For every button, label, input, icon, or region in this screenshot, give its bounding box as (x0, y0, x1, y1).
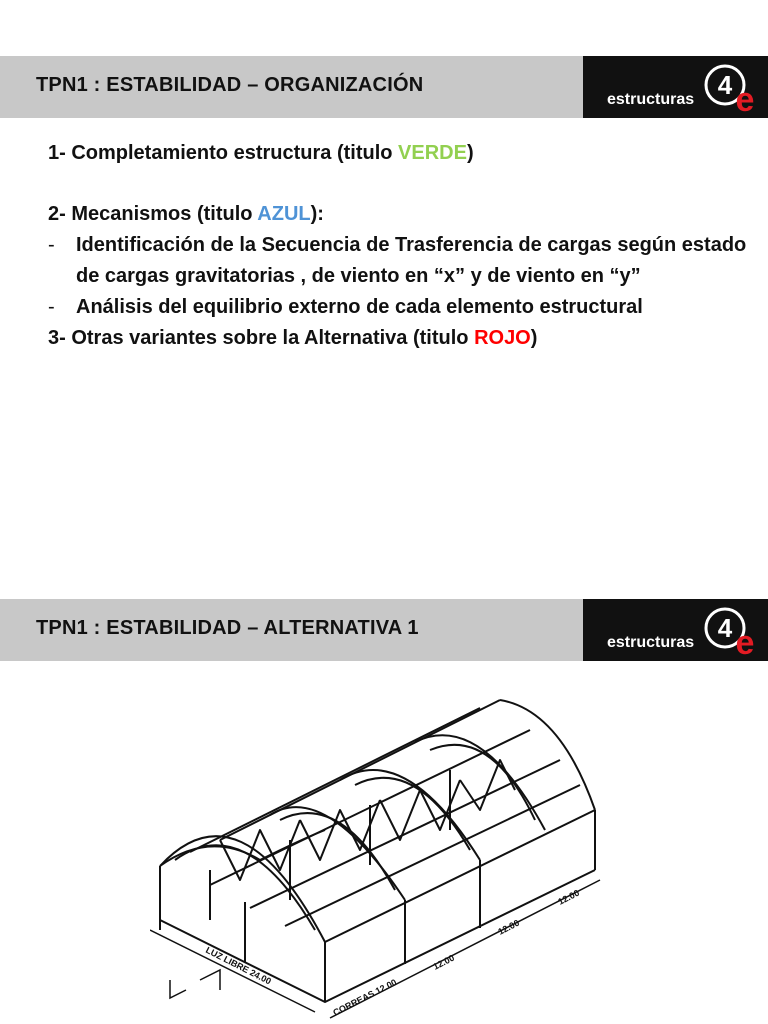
bullet-item: - Identificación de la Secuencia de Trasferencia de cargas según estado de cargas gravitatorias , de viento en “x” y de viento en “y” (48, 234, 747, 287)
svg-text:4: 4 (717, 70, 733, 100)
svg-text:e: e (735, 624, 755, 658)
header-title: TPN1 : ESTABILIDAD – ORGANIZACIÓN (36, 74, 424, 96)
slide-header (0, 599, 768, 661)
dim-bay-4: 12.00 (556, 887, 581, 907)
svg-text:e: e (735, 81, 755, 115)
color-word-blue: AZUL (257, 203, 311, 225)
item-2: 2- Mecanismos (titulo AZUL): (48, 203, 324, 225)
slide-alternativa (0, 560, 768, 1024)
logo-text: estructuras (607, 634, 695, 651)
color-word-green: VERDE (398, 142, 467, 164)
dim-bay-1: CORREAS 12.00 (331, 977, 399, 1018)
logo-4e-icon (701, 604, 761, 658)
dim-bay-2: 12.00 (431, 952, 456, 972)
content-list (48, 138, 748, 384)
item-1: 1- Completamiento estructura (titulo VERDE) (48, 142, 474, 164)
item-3: 3- Otras variantes sobre la Alternativa (titulo ROJO) (48, 327, 538, 349)
svg-text:4: 4 (717, 613, 733, 643)
structure-isometric-drawing (150, 680, 620, 1020)
header-title: TPN1 : ESTABILIDAD – ALTERNATIVA 1 (36, 617, 419, 639)
brand-logo (583, 56, 768, 118)
brand-logo (583, 599, 768, 661)
bullet-item: - Análisis del equilibrio externo de cada elemento estructural (48, 296, 643, 318)
logo-text: estructuras (607, 91, 695, 108)
dim-bay-3: 12.00 (496, 917, 521, 937)
slide-header (0, 56, 768, 118)
color-word-red: ROJO (474, 327, 531, 349)
logo-4e-icon (701, 61, 761, 115)
dim-span: LUZ LIBRE 24.00 (204, 944, 273, 987)
